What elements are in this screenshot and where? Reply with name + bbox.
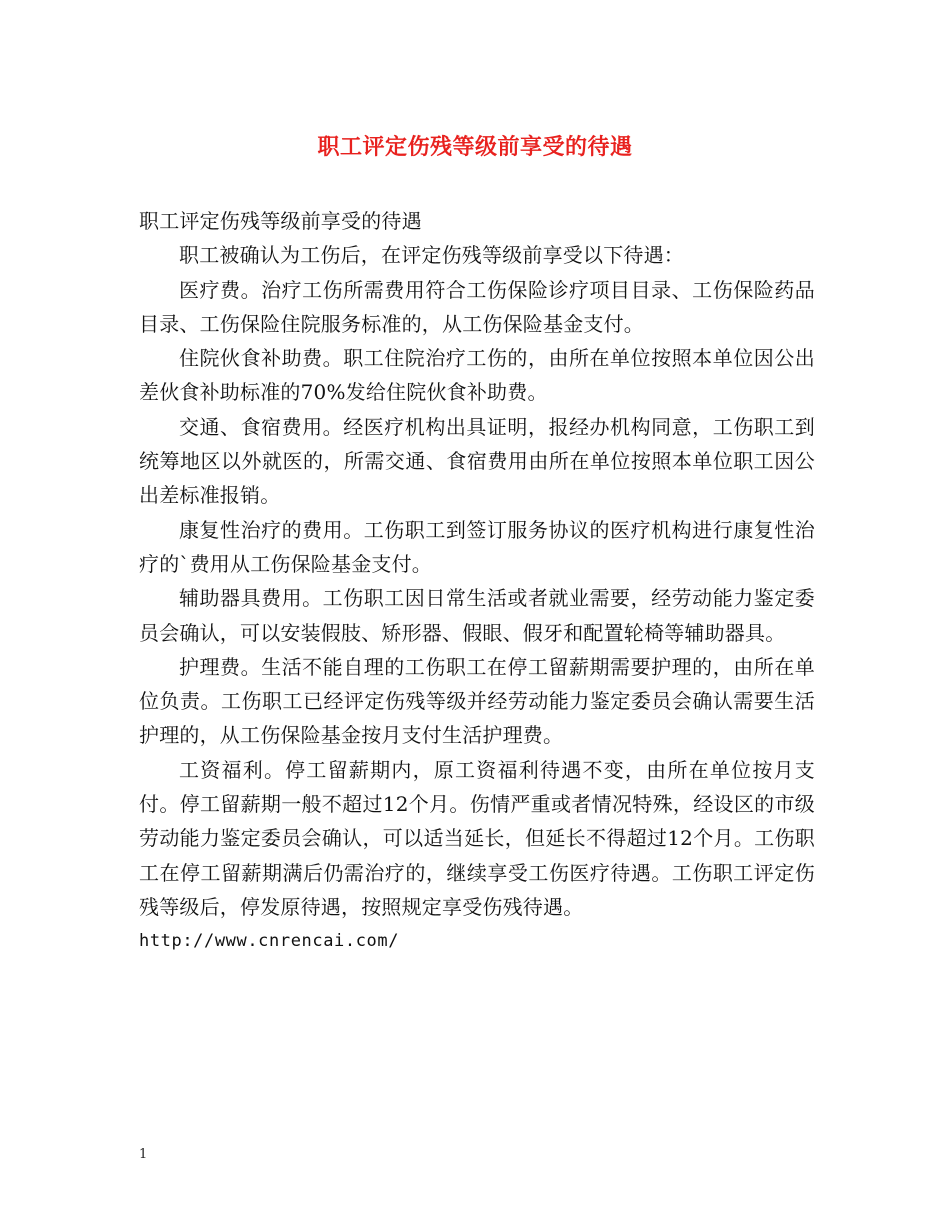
page-number: 1	[139, 1147, 148, 1162]
paragraph-wages-benefits: 工资福利。停工留薪期内，原工资福利待遇不变，由所在单位按月支付。停工留薪期一般不超过12个月。伤情严重或者情况特殊，经设区的市级劳动能力鉴定委员会确认，可以适当延长，但延长不得超过12个月。工伤职工在停工留薪期满后仍需治疗的，继续享受工伤医疗待遇。工伤职工评定伤残等级后，停发原待遇，按照规定享受伤残待遇。	[139, 757, 815, 919]
paragraph-transport-lodging: 交通、食宿费用。经医疗机构出具证明，报经办机构同意，工伤职工到统筹地区以外就医的，所需交通、食宿费用由所在单位按照本单位职工因公出差标准报销。	[139, 414, 815, 508]
document-title: 职工评定伤残等级前享受的待遇	[317, 134, 633, 160]
paragraph-medical-fee: 医疗费。治疗工伤所需费用符合工伤保险诊疗项目目录、工伤保险药品目录、工伤保险住院服务标准的，从工伤保险基金支付。	[139, 277, 815, 336]
source-url: http://www.cnrencai.com/	[139, 931, 400, 952]
paragraph-rehabilitation: 康复性治疗的费用。工伤职工到签订服务协议的医疗机构进行康复性治疗的`费用从工伤保险基金支付。	[139, 517, 815, 576]
paragraph-heading: 职工评定伤残等级前享受的待遇	[139, 209, 422, 233]
paragraph-meal-allowance: 住院伙食补助费。职工住院治疗工伤的，由所在单位按照本单位因公出差伙食补助标准的70%发给住院伙食补助费。	[139, 346, 815, 405]
document-body	[139, 204, 815, 959]
paragraph-intro: 职工被确认为工伤后，在评定伤残等级前享受以下待遇：	[179, 243, 684, 268]
paragraph-nursing-fee: 护理费。生活不能自理的工伤职工在停工留薪期需要护理的，由所在单位负责。工伤职工已经评定伤残等级并经劳动能力鉴定委员会确认需要生活护理的，从工伤保险基金按月支付生活护理费。	[139, 654, 815, 748]
paragraph-assistive-devices: 辅助器具费用。工伤职工因日常生活或者就业需要，经劳动能力鉴定委员会确认，可以安装假肢、矫形器、假眼、假牙和配置轮椅等辅助器具。	[139, 586, 815, 645]
